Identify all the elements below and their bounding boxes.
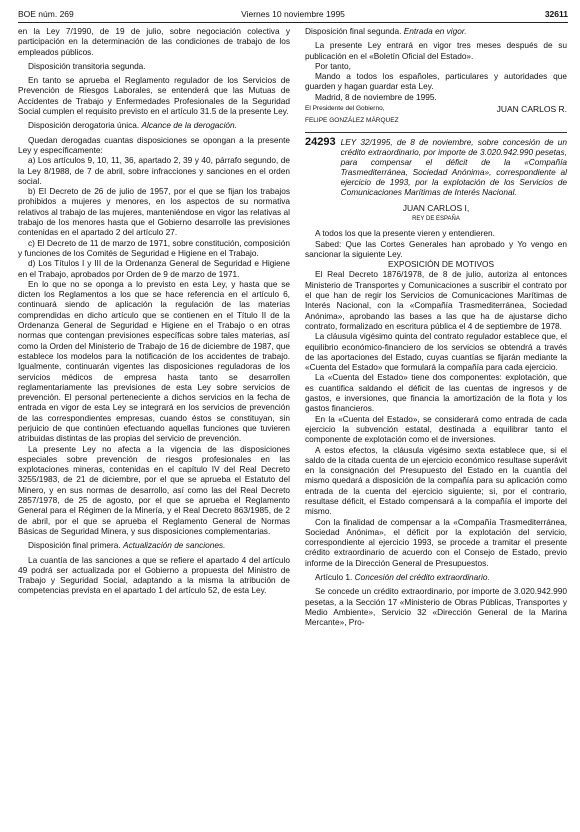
paragraph: Sabed: Que las Cortes Generales han aprobado y Yo vengo en sancionar la siguiente Ley. <box>305 238 567 259</box>
publication-date: Viernes 10 noviembre 1995 <box>241 9 345 19</box>
paragraph: En la «Cuenta del Estado», se considerará como entrada de cada ejercicio la subvención estatal, destinada a equilibrar tanto el componente de explotación como el de inversiones. <box>305 413 567 445</box>
paragraph: Mando a todos los españoles, particulares y autoridades que guarden y hagan guardar esta Ley. <box>305 71 567 92</box>
left-column <box>18 26 290 596</box>
page-header <box>18 8 568 23</box>
paragraph: La presente Ley entrará en vigor tres meses después de su publicación en el «Boletín Oficial del Estado». <box>305 40 567 61</box>
paragraph: La «Cuenta del Estado» tiene dos componentes: explotación, que es cuantifica saldando el déficit de las cuentas de ingresos y de gastos, e inversiones, que financia la amortización de la flota y los gastos financieros. <box>305 372 567 414</box>
list-item: c) El Decreto de 11 de marzo de 1971, sobre constitución, composición y funciones de los Comités de Seguridad e Higiene en el Trabajo. <box>18 237 290 258</box>
provision-label: Disposición final primera. <box>28 540 121 551</box>
list-item: b) El Decreto de 26 de julio de 1957, por el que se fijan los trabajos prohibidos a mujeres y menores, en los aspectos de su normativa relativos al trabajo de las mujeres, manteniéndose en vigor las relativas al trabajo de los menores hasta que el Gobierno desarrolle las previsiones contenidas en el apartado 2 del artículo 27. <box>18 186 290 238</box>
provision-label: Disposición derogatoria única. <box>28 120 140 131</box>
paragraph: La cuantía de las sanciones a que se refiere el apartado 4 del artículo 49 podrá ser actualizada por el Gobierno a propuesta del Ministro de Trabajo y Seguridad Social, adaptando a la misma la atribución de competencias prevista en el apartado 1 del artículo 52, de esta Ley. <box>18 554 290 596</box>
list-item: d) Los Títulos I y III de la Ordenanza General de Seguridad e Higiene en el Trabajo, aprobados por Orden de 9 de marzo de 1971. <box>18 258 290 279</box>
section-divider <box>305 132 567 133</box>
right-column <box>305 26 567 628</box>
paragraph: A estos efectos, la cláusula vigésimo sexta establece que, si el saldo de la citada cuenta de un ejercicio económico resultase superávit en la consignación del Presupuesto del Estado en la cuantía del mismo quedará a disposición de la compañía para su aplicación como entrada de la cuenta del ejercicio siguiente; si, por el contrario, resultase déficit, el Estado compensará a la compañía el importe del mismo. <box>305 444 567 517</box>
journal-issue: BOE núm. 269 <box>18 9 74 19</box>
paragraph: A todos los que la presente vieren y entendieren. <box>315 228 495 239</box>
paragraph: Se concede un crédito extraordinario, por importe de 3.020.942.990 pesetas, a la Sección 17 «Ministerio de Obras Públicas, Transportes y Medio Ambiente», Servicio 32 «Dirección General de la Marina Mercante», Pro- <box>305 586 567 628</box>
paragraph: El Real Decreto 1876/1978, de 8 de julio, autoriza al entonces Ministerio de Transportes y Comunicaciones a suscribir el contrato por el que han de regir los Servicios de Comunicaciones Marítimas de Interés Nacional, con la «Compañía Trasmediterránea, Sociedad Anónima», aprobando las bases a las que ha de ajustarse dicho contrato, formalizado en escritura pública el 4 de septiembre de 1978. <box>305 269 567 331</box>
article-title: Concesión del crédito extraordinario. <box>354 572 490 583</box>
provision-heading <box>305 26 567 36</box>
king-signature: JUAN CARLOS R. <box>496 104 567 115</box>
provision-heading <box>18 540 290 550</box>
article-label: Artículo 1. <box>315 572 353 583</box>
date-place: Madrid, 8 de noviembre de 1995. <box>315 91 437 102</box>
law-number: 24293 <box>305 135 336 148</box>
paragraph: En tanto se aprueba el Reglamento regulador de los Servicios de Prevención de Riesgos Laborales, se entenderá que las Mutuas de Accidentes de Trabajo y Enfermedades Profesionales de la Seguridad Social cumplen el requisito previsto en el artículo 31.5 de la presente Ley. <box>18 75 290 117</box>
signatory-name: FELIPE GONZÁLEZ MÁRQUEZ <box>305 117 399 125</box>
law-title: LEY 32/1995, de 8 de noviembre, sobre concesión de un crédito extraordinario, por importe de 3.020.942.990 pesetas, para compensar el déficit de la «Compañía Trasmediterránea, Sociedad Anónima», correspondiente al ejercicio de 1993, por la explotación de los Servicios de Comunicaciones Marítimas de Interés Nacional. <box>340 136 567 197</box>
paragraph: En lo que no se oponga a lo previsto en esta Ley, y hasta que se dicten los Reglamentos a los que se hace referencia en el artículo 6, continuará siendo de aplicación la regulación de las materias comprendidas en dicho artículo que se contienen en el Título II de la Ordenanza General de Seguridad e Higiene en el Trabajo o en otras normas que contengan previsiones específicas sobre tales materias, así como la Orden del Ministerio de Trabajo de 16 de diciembre de 1987, que establece los modelos para la notificación de los accidentes de trabajo. Igualmente, continuarán vigentes las disposiciones reguladoras de los servicios médicos de empresa hasta tanto se desarrollen reglamentariamente las previsiones de esta Ley sobre servicios de prevención. El personal perteneciente a dichos servicios en la fecha de entrada en vigor de esta Ley se integrará en los servicios de prevención de las correspondientes empresas, cuando éstos se constituyan, sin perjuicio de que continúen efectuando aquellas funciones que tuvieren atribuidas distintas de las propias del servicio de prevención. <box>18 278 290 444</box>
paragraph: Quedan derogadas cuantas disposiciones se opongan a la presente Ley y específicamente: <box>18 134 290 155</box>
article-heading <box>305 572 567 582</box>
paragraph: en la Ley 7/1990, de 19 de julio, sobre negociación colectiva y participación en la determinación de las condiciones de trabajo de los empleados públicos. <box>18 26 290 57</box>
provision-heading: Disposición transitoria segunda. <box>28 60 146 71</box>
king-title: REY DE ESPAÑA <box>412 215 460 222</box>
page-number: 32611 <box>544 9 568 19</box>
paragraph: La cláusula vigésimo quinta del contrato regulador establece que, el equilibrio económico-financiero de los servicios se obtendrá a través de las aportaciones del Estado, cuyas cuantías se fijarán mediante la «Cuenta del Estado» que formulará la compañía para cada ejercicio. <box>305 331 567 373</box>
signatory-role: El Presidente del Gobierno, <box>305 105 385 113</box>
list-item: a) Los artículos 9, 10, 11, 36, apartado 2, 39 y 40, párrafo segundo, de la Ley 8/1988, de 7 de abril, sobre infracciones y sanciones en el orden social. <box>18 155 290 186</box>
paragraph: Por tanto, <box>315 60 351 71</box>
provision-title: Entrada en vigor. <box>403 26 467 36</box>
provision-title: Actualización de sanciones. <box>123 540 226 551</box>
provision-label: Disposición final segunda. <box>305 26 402 36</box>
signature-block <box>305 104 567 114</box>
king-name: JUAN CARLOS I, <box>402 202 470 213</box>
section-heading: EXPOSICIÓN DE MOTIVOS <box>387 259 495 270</box>
paragraph: Con la finalidad de compensar a la «Compañía Trasmediterránea, Sociedad Anónima», el déficit por la explotación del servicio, correspondiente al ejercicio 1993, se procede a tramitar el presente crédito extraordinario de acuerdo con el Consejo de Estado, previo informe de la Dirección General de Presupuestos. <box>305 516 567 568</box>
provision-title: Alcance de la derogación. <box>141 120 237 131</box>
provision-heading <box>18 120 290 130</box>
law-entry <box>305 137 567 197</box>
paragraph: La presente Ley no afecta a la vigencia de las disposiciones especiales sobre prevención de riesgos profesionales en las explotaciones mineras, contenidas en el capítulo IV del Real Decreto 3255/1983, de 21 de diciembre, por el que se aprueba el Estatuto del Minero, y en sus normas de desarrollo, así como las del Real Decreto 2857/1978, de 25 de agosto, por el que se aprueba el Reglamento General para el Régimen de la Minería, y el Real Decreto 863/1985, de 2 de abril, por el que se aprueba el Reglamento General de Normas Básicas de Seguridad Minera, y sus disposiciones complementarias. <box>18 443 290 536</box>
